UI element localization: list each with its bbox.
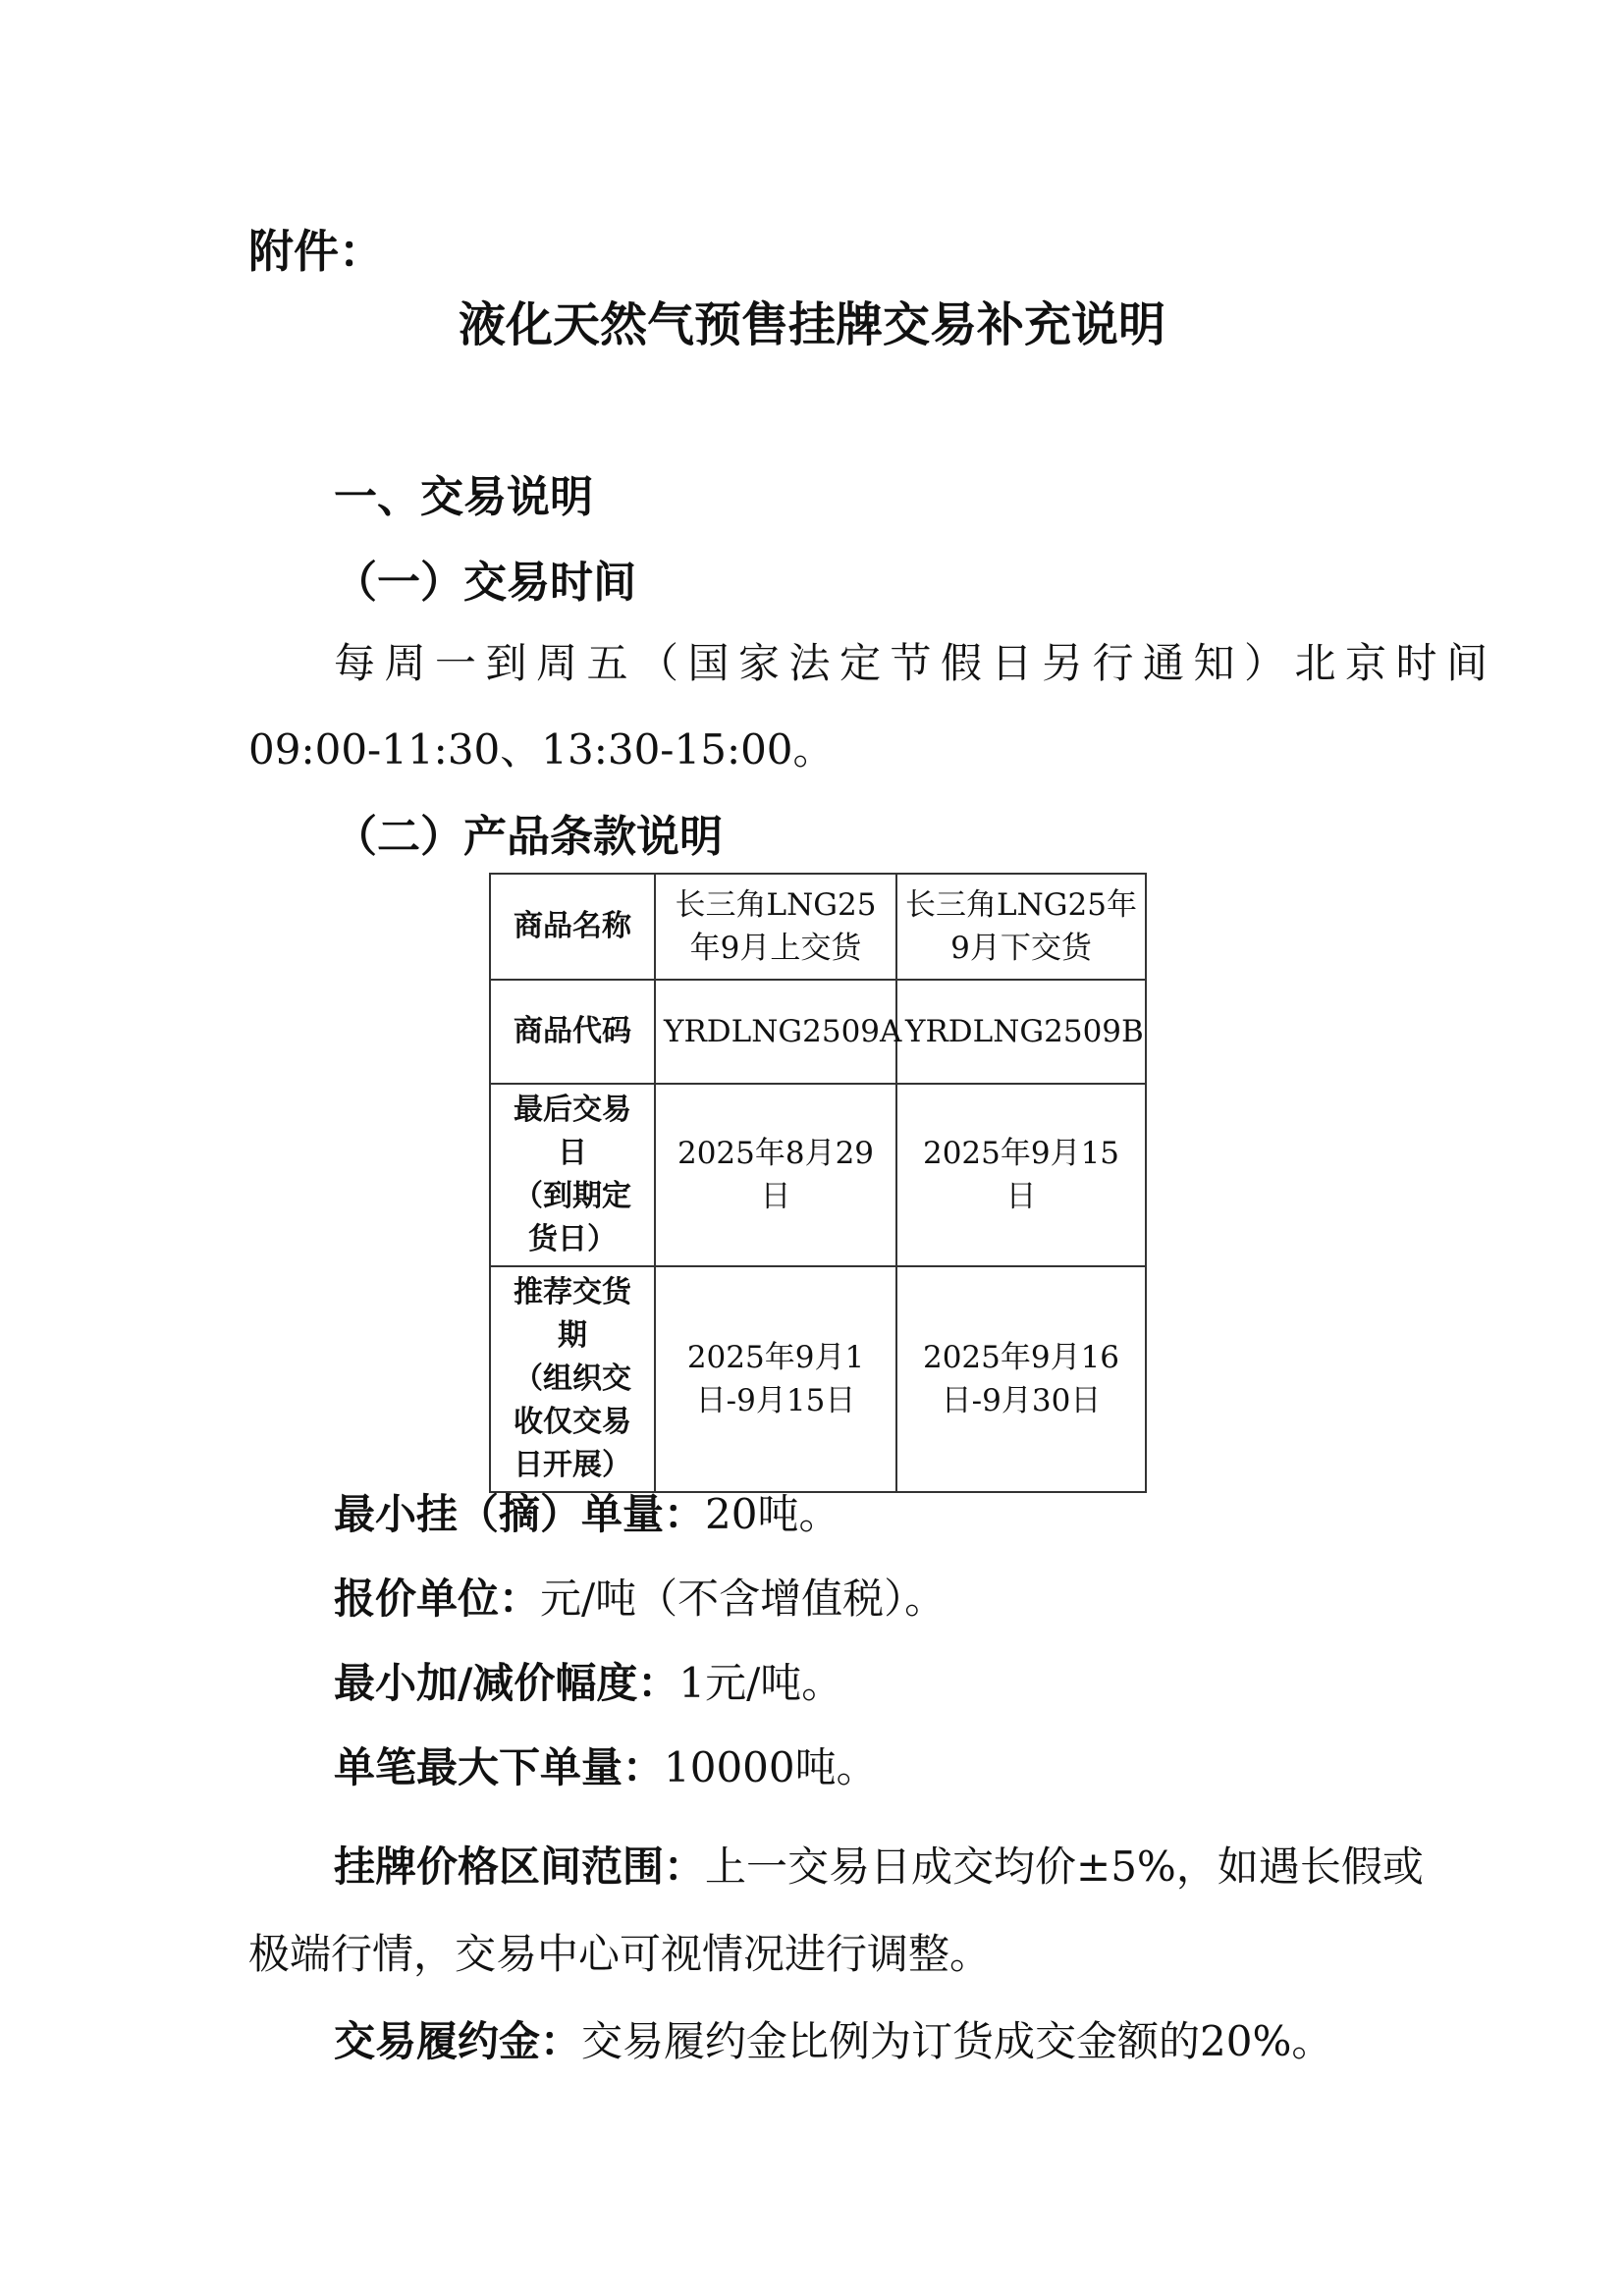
- term-label: 单笔最大下单量：: [334, 1743, 665, 1791]
- section-heading-trading: 一、交易说明: [334, 472, 593, 522]
- cell-line: （组织交: [514, 1362, 631, 1396]
- cell-line: 2025年8月29: [677, 1136, 875, 1171]
- cell-line: 货日）: [528, 1222, 617, 1256]
- cell-line: 商品代码: [514, 1014, 631, 1048]
- cell-line: 年9月上交货: [689, 931, 862, 966]
- trading-time-hours: 09:00-11:30、13:30-15:00。: [248, 725, 835, 774]
- cell-line: 日: [1005, 1179, 1037, 1214]
- cell-line: 长三角LNG25年: [905, 887, 1137, 923]
- cell-line: （到期定: [514, 1179, 631, 1213]
- cell-product-code-a: [655, 980, 902, 1084]
- term-value: 上一交易日成交均价±5%，如遇长假或: [705, 1842, 1424, 1891]
- table-row: [490, 1266, 1146, 1492]
- cell-line: 2025年9月1: [686, 1340, 865, 1375]
- cell-line: 2025年9月15: [922, 1136, 1120, 1171]
- subsection-heading-trading-time: （一）交易时间: [334, 558, 636, 608]
- cell-line: 最后交易: [514, 1093, 631, 1127]
- term-margin: [334, 2009, 1332, 2068]
- cell-product-name-b: [896, 874, 1146, 980]
- term-label: 交易履约金：: [334, 2017, 582, 2065]
- term-label: 挂牌价格区间范围：: [334, 1842, 706, 1891]
- row-label-last-trading-day: [490, 1084, 655, 1266]
- table-row: [490, 874, 1146, 980]
- cell-line: 长三角LNG25: [675, 887, 877, 923]
- cell-line: 商品名称: [514, 909, 631, 943]
- product-terms-table: [489, 873, 1147, 1493]
- cell-line: YRDLNG2509B: [905, 1014, 1144, 1049]
- cell-line: 日-9月30日: [941, 1383, 1102, 1418]
- attachment-label: 附件：: [248, 225, 384, 278]
- term-quote-unit: [334, 1567, 946, 1626]
- table-row: [490, 980, 1146, 1084]
- cell-line: YRDLNG2509A: [664, 1014, 902, 1049]
- subsection-heading-product-terms: （二）产品条款说明: [334, 812, 723, 862]
- cell-line: 日开展）: [514, 1448, 631, 1482]
- cell-delivery-period-b: [896, 1266, 1146, 1492]
- cell-product-code-b: [896, 980, 1146, 1084]
- term-max-order: [334, 1735, 878, 1794]
- row-label-product-name: [490, 874, 655, 980]
- cell-product-name-a: [655, 874, 896, 980]
- row-label-product-code: [490, 980, 655, 1084]
- term-label: 最小加/减价幅度：: [334, 1659, 679, 1707]
- term-label: 报价单位：: [334, 1575, 541, 1623]
- cell-line: 9月下交货: [950, 931, 1092, 966]
- table-row: [490, 1084, 1146, 1266]
- cell-line: 收仅交易: [514, 1405, 631, 1439]
- term-value: 10000吨。: [664, 1743, 878, 1791]
- term-price-band-continued: 极端行情，交易中心可视情况进行调整。: [248, 1930, 992, 1978]
- row-label-delivery-period: [490, 1266, 655, 1492]
- document-title: 液化天然气预售挂牌交易补充说明: [458, 297, 1165, 352]
- cell-line: 推荐交货: [514, 1275, 631, 1309]
- trading-time-text: 每周一到周五（国家法定节假日另行通知）北京时间: [334, 639, 1497, 687]
- term-value: 20吨。: [705, 1490, 840, 1538]
- cell-line: 2025年9月16: [922, 1340, 1120, 1375]
- cell-line: 日-9月15日: [695, 1383, 856, 1418]
- term-min-lot: [334, 1482, 839, 1541]
- term-label: 最小挂（摘）单量：: [334, 1490, 706, 1538]
- term-price-band: [334, 1835, 1424, 1894]
- term-value: 交易履约金比例为订货成交金额的20%。: [581, 2017, 1333, 2065]
- cell-line: 日: [558, 1136, 587, 1170]
- cell-last-trading-day-b: [896, 1084, 1146, 1266]
- term-value: 1元/吨。: [678, 1659, 843, 1707]
- cell-line: 日: [760, 1179, 791, 1214]
- term-value: 元/吨（不含增值税）。: [540, 1575, 947, 1623]
- cell-last-trading-day-a: [655, 1084, 896, 1266]
- term-tick-size: [334, 1651, 842, 1710]
- cell-delivery-period-a: [655, 1266, 896, 1492]
- cell-line: 期: [558, 1318, 587, 1353]
